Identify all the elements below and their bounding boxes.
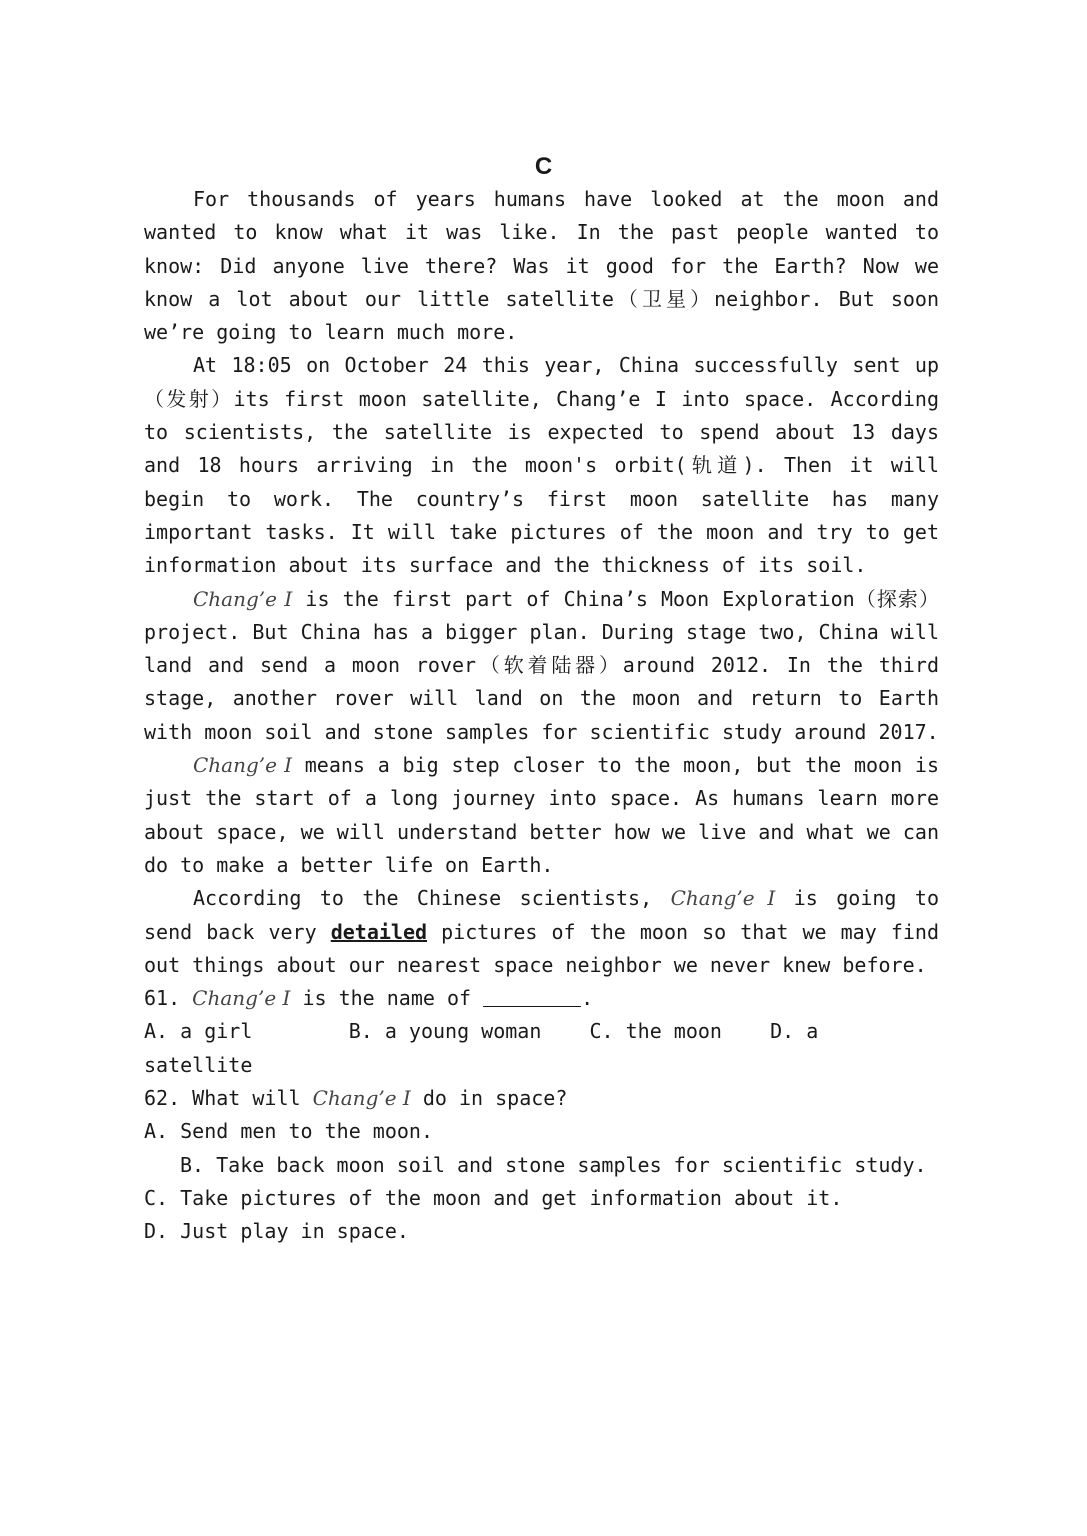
- reading-passage: [144, 183, 939, 1249]
- paragraph-3-text: is the first part of China’s Moon Exploration（探索）project. But China has a bigger plan. During stage two, China will land and send a moon rover（软着陆器）around 2012. In the third stage, another rover will land on the moon and return to Earth with moon soil and stone samples for scientific study around 2017.: [144, 586, 939, 744]
- option-d: D. Just play in space.: [144, 1219, 409, 1244]
- question-61-options: A. a girl B. a young woman C. the moon D. a: [144, 1019, 819, 1044]
- paragraph-5-text-mid: is going to send back very: [144, 886, 939, 944]
- paragraph-5: [144, 882, 939, 982]
- satellite-name: Chang’e I: [670, 886, 776, 911]
- question-61-option-d-wrap: satellite: [144, 1052, 253, 1077]
- paragraph-4: [144, 749, 939, 882]
- question-stem: is the name of: [290, 986, 484, 1011]
- satellite-name: Chang’e I: [193, 586, 293, 611]
- question-stem: do in space?: [410, 1086, 568, 1111]
- section-heading: C: [534, 153, 553, 180]
- paragraph-4-text: means a big step closer to the moon, but the moon is just the start of a long journey into space. As humans learn more about space, we will understand better how we live and what we can do to make a better life on Earth.: [144, 753, 939, 877]
- paragraph-5-text-start: According to the Chinese scientists,: [193, 886, 671, 911]
- option-c: C. Take pictures of the moon and get information about it.: [144, 1185, 843, 1210]
- satellite-name: Chang’e I: [192, 986, 291, 1011]
- answer-blank: [483, 986, 581, 1007]
- question-end: .: [581, 986, 594, 1011]
- satellite-name: Chang’e I: [312, 1086, 411, 1111]
- highlighted-word: detailed: [330, 919, 428, 944]
- question-61: [144, 982, 939, 1015]
- paragraph-2: At 18:05 on October 24 this year, China successfully sent up（发射）its first moon satellite, Chang’e I into space. According to scientists, the satellite is expected to spend about 13 days and 18 hours arriving in the moon's orbit(轨道). Then it will begin to work. The country’s first moon satellite has many important tasks. It will take pictures of the moon and try to get information about its surface and the thickness of its soil.: [144, 353, 939, 578]
- paragraph-5-text-end: pictures of the moon so that we may find out things about our nearest space neighbor we never knew before.: [144, 919, 939, 977]
- satellite-name: Chang’e I: [193, 753, 292, 778]
- question-number: 61.: [144, 986, 193, 1011]
- paragraph-1: For thousands of years humans have looked at the moon and wanted to know what it was like. In the past people wanted to know: Did anyone live there? Was it good for the Earth? Now we know a lot about our little satellite（卫星）neighbor. But soon we’re going to learn much more.: [144, 187, 939, 345]
- option-a: A. Send men to the moon.: [144, 1119, 433, 1144]
- question-62: [144, 1082, 939, 1115]
- option-b: B. Take back moon soil and stone samples for scientific study.: [180, 1152, 927, 1177]
- paragraph-3: [144, 583, 939, 749]
- question-number: 62. What will: [144, 1086, 313, 1111]
